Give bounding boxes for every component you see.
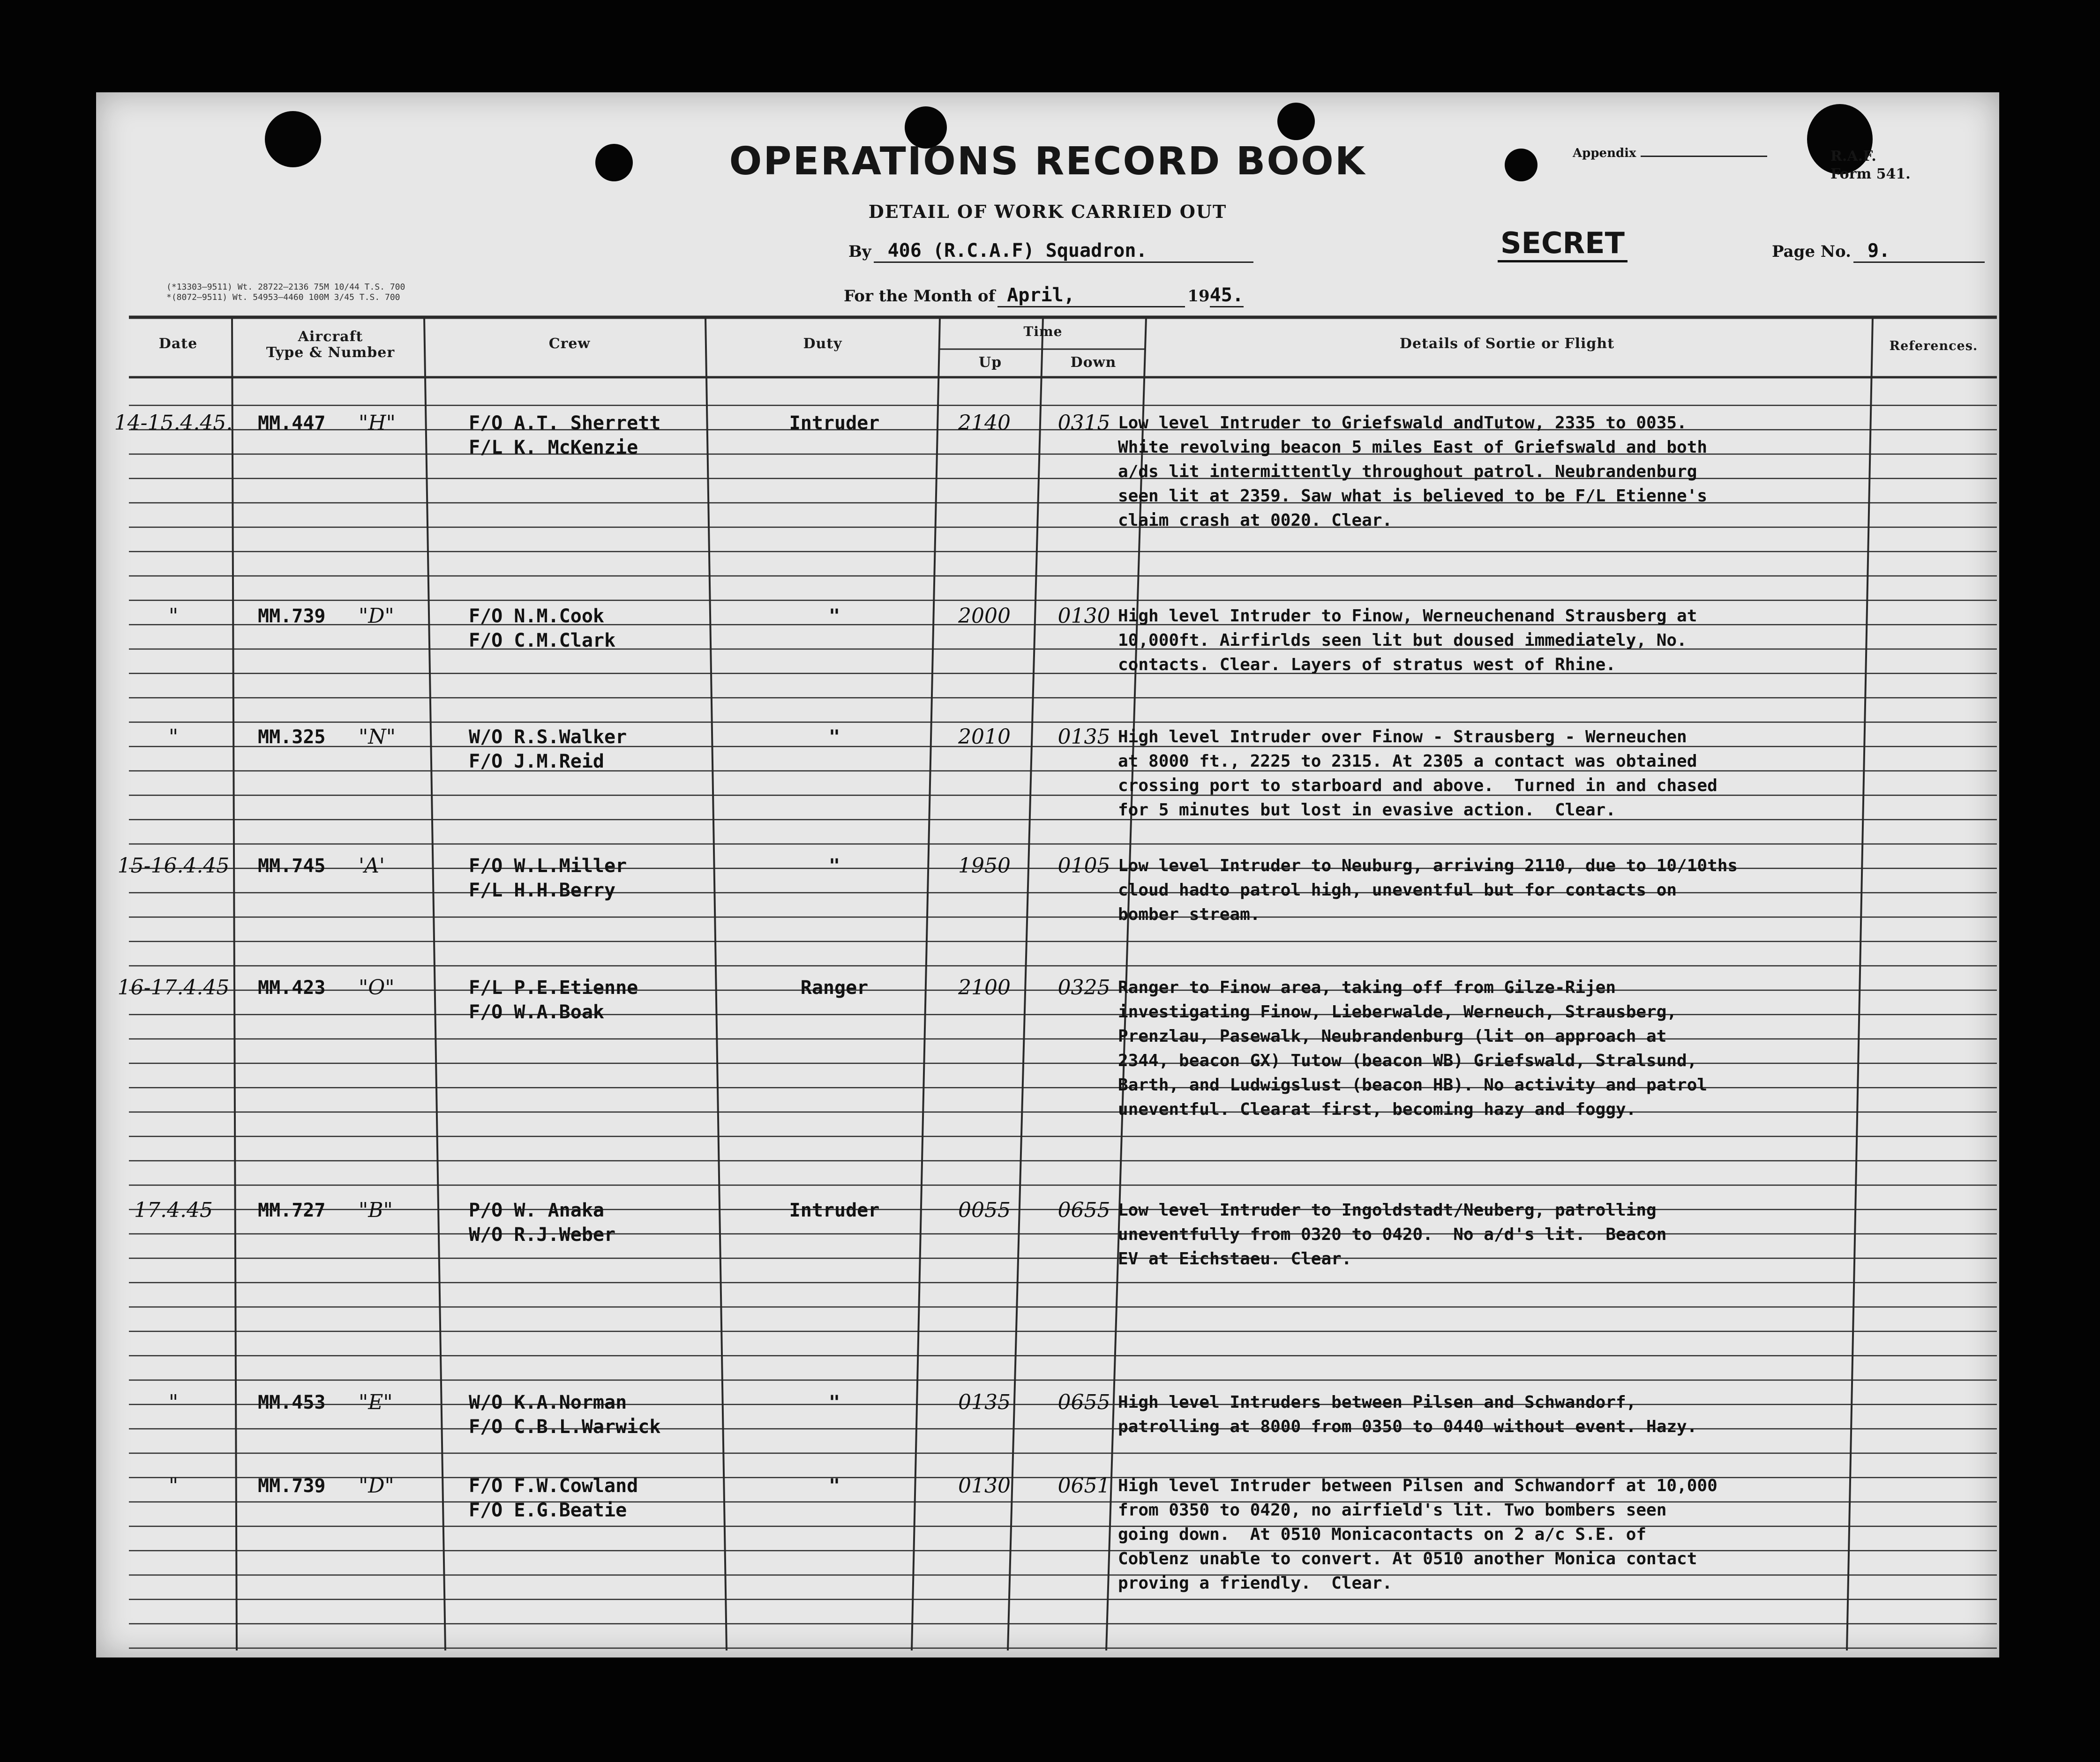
sortie-detail-line: Low level Intruder to Griefswald andTutow, 2335 to 0035. (1118, 413, 1687, 433)
crew-member: F/O W.L.Miller (469, 855, 627, 877)
duty: Intruder (789, 412, 880, 434)
crew-member: W/O K.A.Norman (469, 1392, 627, 1413)
time-down: 0130 (1058, 604, 1110, 628)
time-down: 0651 (1058, 1474, 1110, 1498)
year-value: 45. (1210, 284, 1244, 307)
entry-date: " (168, 725, 179, 749)
sortie-detail-line: at 8000 ft., 2225 to 2315. At 2305 a contact was obtained (1118, 752, 1697, 771)
sortie-detail-line: High level Intruder to Finow, Werneuchenand Strausberg at (1118, 606, 1697, 626)
month-value: April, (998, 284, 1185, 307)
duty: " (828, 1475, 840, 1497)
crew-member: F/O W.A.Boak (469, 1001, 604, 1023)
sortie-detail-line: White revolving beacon 5 miles East of Griefswald and both (1118, 438, 1708, 457)
sortie-detail-line: claim crash at 0020. Clear. (1118, 511, 1393, 530)
print-code-line-1: (*13303—9511) Wt. 28722—2136 75M 10/44 T.S. 700 (166, 282, 405, 292)
crew-member: F/O E.G.Beatie (469, 1500, 627, 1521)
sortie-detail-line: Coblenz unable to convert. At 0510 another Monica contact (1118, 1549, 1697, 1568)
crew-member: W/O R.S.Walker (469, 726, 627, 748)
by-label: By (848, 242, 871, 261)
time-down: 0315 (1058, 411, 1110, 435)
page-subtitle: DETAIL OF WORK CARRIED OUT (868, 201, 1227, 222)
sortie-detail-line: EV at Eichstaeu. Clear. (1118, 1249, 1352, 1269)
crew-member: F/L H.H.Berry (469, 880, 616, 901)
time-up: 0055 (958, 1198, 1011, 1222)
sortie-detail-line: Barth, and Ludwigslust (beacon HB). No activity and patrol (1118, 1075, 1708, 1095)
aircraft-letter: "E" (359, 1390, 393, 1414)
time-down: 0105 (1058, 854, 1110, 878)
form-label: R.A.F. Form 541. (1830, 148, 1911, 182)
classification-stamp: SECRET (1498, 226, 1628, 262)
sortie-detail-line: proving a friendly. Clear. (1118, 1574, 1393, 1593)
print-code-line-2: *(8072—9511) Wt. 54953—4460 100M 3/45 T.S. 700 (166, 292, 400, 302)
aircraft-number: MM.727 (258, 1200, 326, 1221)
aircraft-letter: "D" (359, 1474, 394, 1498)
time-up: 0130 (958, 1474, 1011, 1498)
aircraft-letter: "N" (359, 725, 396, 749)
aircraft-letter: "H" (359, 411, 396, 435)
sortie-detail-line: for 5 minutes but lost in evasive action. Clear. (1118, 800, 1616, 820)
appendix-label: Appendix (1573, 146, 1636, 160)
column-rule (1847, 317, 1873, 1650)
aircraft-number: MM.423 (258, 977, 326, 999)
time-up: 2010 (958, 725, 1011, 749)
duty: Ranger (800, 977, 869, 999)
col-header-date: Date (158, 336, 198, 352)
unit-value: 406 (R.C.A.F) Squadron. (874, 240, 1253, 263)
sortie-detail-line: High level Intruder between Pilsen and Schwandorf at 10,000 (1118, 1476, 1718, 1495)
col-header-aircraft: Aircraft Type & Number (266, 329, 395, 361)
crew-member: P/O W. Anaka (469, 1200, 604, 1221)
aircraft-number: MM.325 (258, 726, 326, 748)
time-down: 0325 (1058, 976, 1110, 1000)
page-number: 9. (1853, 240, 1985, 263)
sortie-detail-line: investigating Finow, Lieberwalde, Werneuch, Strausberg, (1118, 1002, 1677, 1022)
aircraft-letter: "D" (359, 604, 394, 628)
sortie-detail-line: seen lit at 2359. Saw what is believed to be F/L Etienne's (1118, 486, 1708, 506)
time-up: 2100 (958, 976, 1011, 1000)
aircraft-number: MM.447 (258, 412, 326, 434)
aircraft-number: MM.745 (258, 855, 326, 877)
year-prefix: 19 (1187, 287, 1210, 306)
page-label: Page No. (1772, 242, 1851, 261)
sortie-detail-line: 10,000ft. Airfirlds seen lit but doused immediately, No. (1118, 631, 1687, 650)
time-up: 2140 (958, 411, 1011, 435)
sortie-detail-line: uneventfully from 0320 to 0420. No a/d's lit. Beacon (1118, 1225, 1667, 1244)
time-down: 0655 (1058, 1198, 1110, 1222)
sortie-detail-line: uneventful. Clearat first, becoming hazy and foggy. (1118, 1100, 1636, 1119)
sortie-detail-line: a/ds lit intermittently throughout patrol. Neubrandenburg (1118, 462, 1697, 481)
entry-date: 15-16.4.45 (117, 854, 230, 878)
crew-member: F/O C.B.L.Warwick (469, 1416, 661, 1438)
entry-date: " (168, 1474, 179, 1498)
month-label: For the Month of (844, 287, 996, 306)
col-header-crew: Crew (548, 336, 591, 352)
crew-member: F/O F.W.Cowland (469, 1475, 638, 1497)
sortie-detail-line: Low level Intruder to Ingoldstadt/Neuberg, patrolling (1118, 1201, 1657, 1220)
aircraft-letter: "O" (359, 976, 395, 1000)
crew-member: F/O J.M.Reid (469, 751, 604, 772)
duty: " (828, 605, 840, 627)
entry-date: 17.4.45 (134, 1198, 213, 1222)
entry-date: 14-15.4.45. (114, 411, 233, 435)
entry-date: 16-17.4.45 (117, 976, 230, 1000)
crew-member: F/O N.M.Cook (469, 605, 604, 627)
crew-member: F/O C.M.Clark (469, 630, 616, 651)
sortie-detail-line: High level Intruder over Finow - Strausberg - Werneuchen (1118, 727, 1687, 747)
duty: Intruder (789, 1200, 880, 1221)
aircraft-number: MM.453 (258, 1392, 326, 1413)
col-header-down: Down (1070, 354, 1117, 371)
time-up: 1950 (958, 854, 1011, 878)
sortie-detail-line: bomber stream. (1118, 905, 1260, 924)
aircraft-letter: "B" (359, 1198, 393, 1222)
crew-member: W/O R.J.Weber (469, 1224, 616, 1246)
sortie-detail-line: cloud hadto patrol high, uneventful but for contacts on (1118, 881, 1677, 900)
duty: " (828, 855, 840, 877)
crew-member: F/L P.E.Etienne (469, 977, 638, 999)
sortie-detail-line: Low level Intruder to Neuburg, arriving 2110, due to 10/10ths (1118, 856, 1738, 875)
time-down: 0135 (1058, 725, 1110, 749)
column-rule (424, 317, 445, 1650)
sortie-detail-line: 2344, beacon GX) Tutow (beacon WB) Griefswald, Stralsund, (1118, 1051, 1697, 1070)
crew-member: F/O A.T. Sherrett (469, 412, 661, 434)
time-up: 2000 (958, 604, 1011, 628)
time-up: 0135 (958, 1390, 1011, 1414)
col-header-details: Details of Sortie or Flight (1399, 336, 1615, 352)
time-down: 0655 (1058, 1390, 1110, 1414)
sortie-detail-line: going down. At 0510 Monicacontacts on 2 a/c S.E. of (1118, 1525, 1647, 1544)
col-header-up: Up (978, 354, 1002, 371)
aircraft-number: MM.739 (258, 1475, 326, 1497)
sortie-detail-line: contacts. Clear. Layers of stratus west of Rhine. (1118, 655, 1616, 674)
entry-date: " (168, 604, 179, 628)
col-header-duty: Duty (803, 336, 842, 352)
col-header-references: References. (1889, 339, 1978, 353)
sortie-detail-line: patrolling at 8000 from 0350 to 0440 without event. Hazy. (1118, 1417, 1697, 1436)
col-header-time: Time (1023, 324, 1063, 339)
crew-member: F/L K. McKenzie (469, 437, 638, 458)
column-rule (705, 317, 727, 1650)
entry-date: " (168, 1390, 179, 1414)
sortie-detail-line: from 0350 to 0420, no airfield's lit. Two bombers seen (1118, 1501, 1667, 1520)
aircraft-letter: 'A' (359, 854, 385, 878)
duty: " (828, 1392, 840, 1413)
page-title: OPERATIONS RECORD BOOK (729, 139, 1366, 184)
record-sheet (96, 92, 1999, 1657)
sortie-detail-line: High level Intruders between Pilsen and Schwandorf, (1118, 1393, 1636, 1412)
sortie-detail-line: Prenzlau, Pasewalk, Neubrandenburg (lit on approach at (1118, 1027, 1667, 1046)
sortie-detail-line: Ranger to Finow area, taking off from Gilze-Rijen (1118, 978, 1616, 997)
sortie-detail-line: crossing port to starboard and above. Turned in and chased (1118, 776, 1718, 795)
duty: " (828, 726, 840, 748)
aircraft-number: MM.739 (258, 605, 326, 627)
